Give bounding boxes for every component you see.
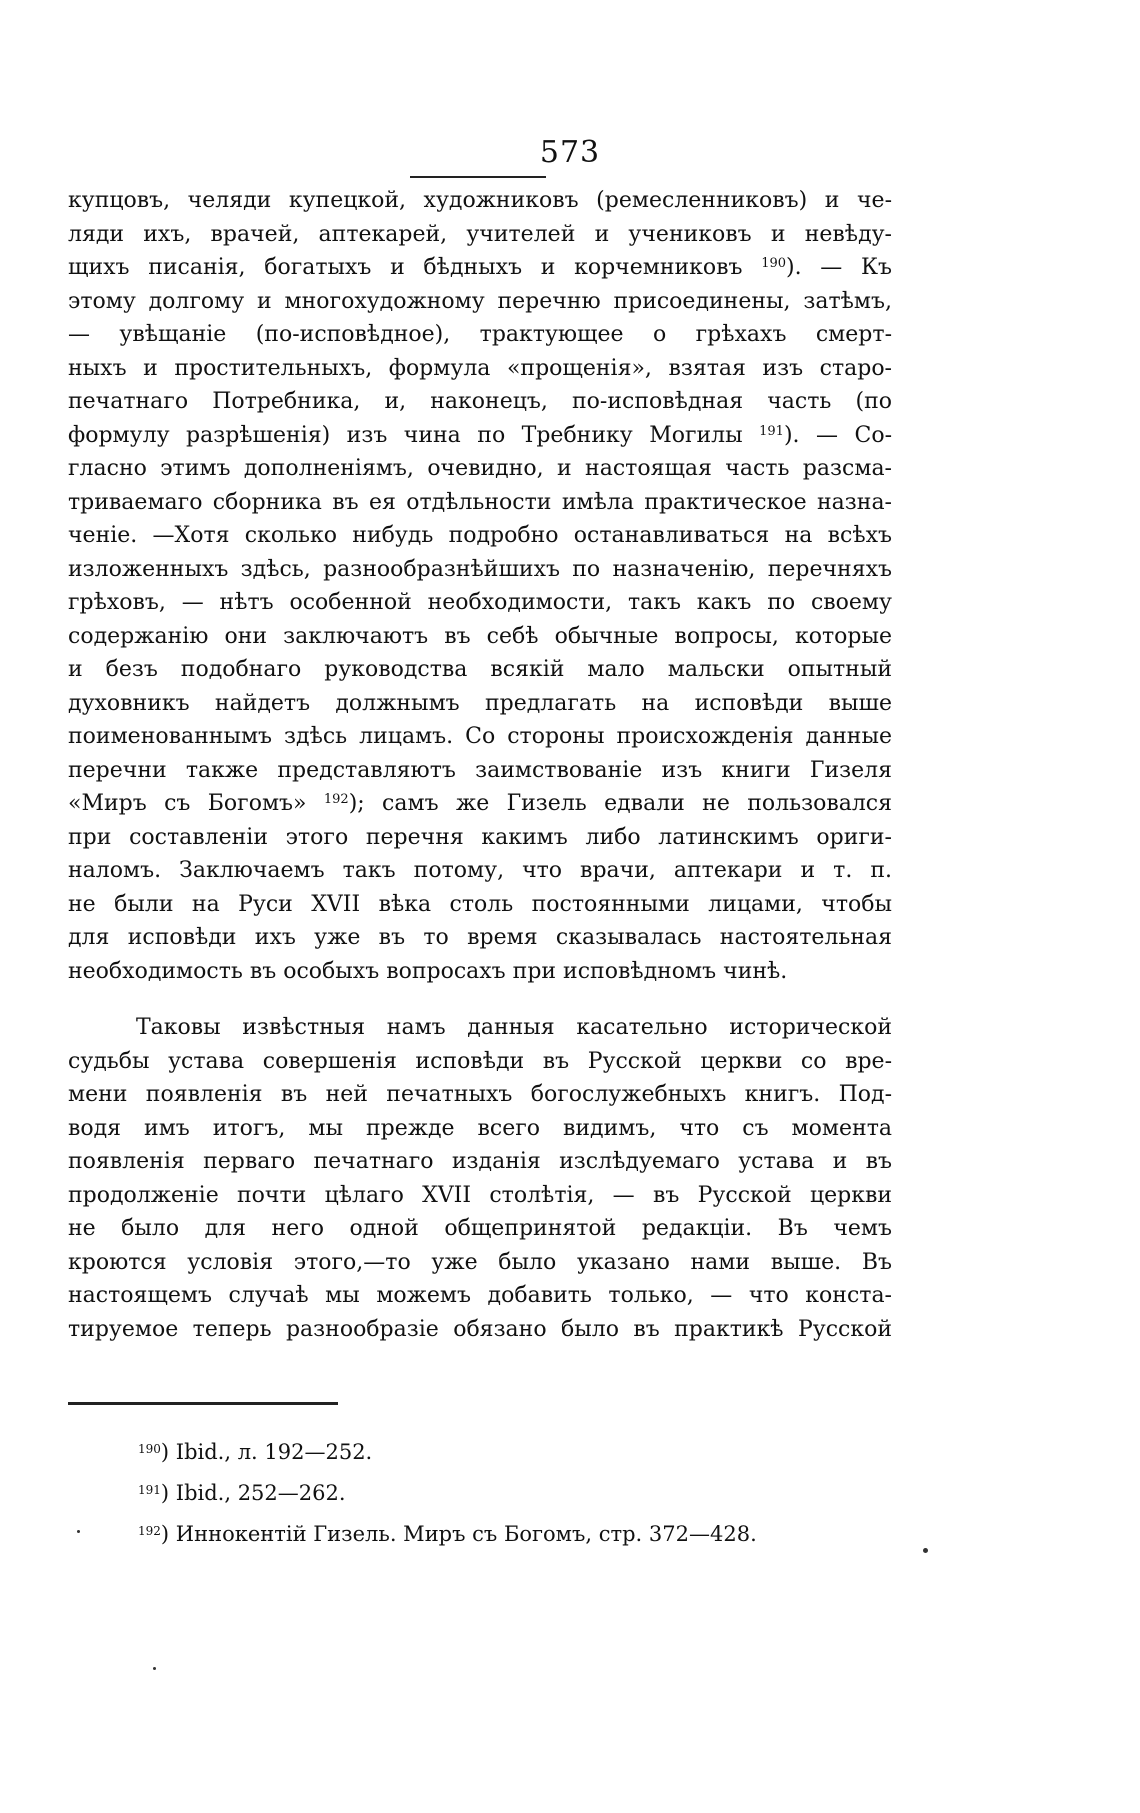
footnote-ref-191: 191 [759,423,784,439]
text-line: необходимость въ особыхъ вопросахъ при исповѣдномъ чинѣ. [68,958,788,984]
text-line: водя имъ итогъ, мы прежде всего видимъ, что съ момента [68,1115,892,1141]
text-line: поименованнымъ здѣсь лицамъ. Со стороны происхожденія данные [68,724,892,749]
text-line: ляди ихъ, врачей, аптекарей, учителей и учениковъ и невѣду- [68,221,892,247]
text-line: щихъ писанія, богатыхъ и бѣдныхъ и корчемниковъ $^{190}$). — Къ [68,255,892,280]
footnote-number: 192 [138,1524,161,1538]
text-line: появленія перваго печатнаго изданія изслѣдуемаго устава и въ [68,1149,892,1174]
text-line: «Миръ съ Богомъ» $^{192}$); самъ же Гизель едвали не пользовался [68,791,892,816]
text-line: при составленіи этого перечня какимъ либо латинскимъ ориги- [68,824,892,850]
text-line: не было для него одной общепринятой редакціи. Въ чемъ [68,1216,892,1241]
header-rule [410,176,546,178]
scan-speck [153,1667,156,1670]
text-line: ныхъ и простительныхъ, формула «прощенія», взятая изъ старо- [68,355,892,381]
text-line: гласно этимъ дополненіямъ, очевидно, и настоящая часть разсма- [68,456,892,481]
text-line: грѣховъ, — нѣтъ особенной необходимости, такъ какъ по своему [68,590,892,615]
footnote-rule [68,1402,338,1405]
footnotes [138,1432,898,1555]
text-line: — увѣщаніе (по-исповѣдное), трактующее о грѣхахъ смерт- [68,322,892,347]
footnote-number: 190 [138,1442,161,1456]
page-number: 573 [539,135,601,170]
text-line: купцовъ, челяди купецкой, художниковъ (ремесленниковъ) и че- [68,188,892,213]
paragraph-1 [68,184,892,988]
text-line: перечни также представляютъ заимствованіе изъ книги Гизеля [68,757,892,783]
text-line: тируемое теперь разнообразіе обязано было въ практикѣ Русской [68,1316,892,1342]
footnote-ref-192: 192 [323,792,349,807]
footnote-190: $^{190}$) Ibid., л. 192—252. [138,1440,373,1464]
text-line: печатнаго Потребника, и, наконецъ, по-исповѣдная часть (по [68,389,892,414]
footnote-number: 191 [138,1483,161,1497]
text-line: кроются условія этого,—то уже было указано нами выше. Въ [68,1249,892,1275]
text-line: содержанію они заключаютъ въ себѣ обычные вопросы, которые [68,623,892,649]
text-line: продолженіе почти цѣлаго XVII столѣтія, — въ Русской церкви [68,1182,892,1208]
text-line: духовникъ найдетъ должнымъ предлагать на исповѣди выше [68,690,892,716]
scan-speck [77,1530,80,1533]
text-line: Таковы извѣстныя намъ данныя касательно исторической [136,1015,892,1040]
text-line: этому долгому и многохудожному перечню присоединены, затѣмъ, [68,288,892,314]
text-line: триваемаго сборника въ ея отдѣльности имѣла практическое назна- [68,489,892,515]
text-line: мени появленія въ ней печатныхъ богослужебныхъ книгъ. Под- [68,1082,892,1107]
text-line: не были на Руси XVII вѣка столь постоянными лицами, чтобы [68,891,892,917]
text-line: наломъ. Заключаемъ такъ потому, что врачи, аптекари и т. п. [68,858,892,883]
text-line: и безъ подобнаго руководства всякій мало мальски опытный [68,657,892,682]
text-line: изложенныхъ здѣсь, разнообразнѣйшихъ по назначенію, перечняхъ [68,556,892,582]
footnote-191: $^{191}$) Ibid., 252—262. [138,1481,346,1505]
text-line: ченіе. —Хотя сколько нибудь подробно останавливаться на всѣхъ [68,523,892,548]
text-line: для исповѣди ихъ уже въ то время сказывалась настоятельная [68,925,892,950]
paragraph-2 [68,1011,892,1346]
text-line: судьбы устава совершенія исповѣди въ Русской церкви со вре- [68,1048,892,1074]
footnote-ref-190: 190 [761,256,787,271]
text-line: настоящемъ случаѣ мы можемъ добавить только, — что конста- [68,1283,892,1308]
footnote-192: $^{192}$) Иннокентій Гизель. Миръ съ Богомъ, стр. 372—428. [138,1522,757,1546]
text-line: формулу разрѣшенія) изъ чина по Требнику Могилы $^{191}$). — Со- [68,422,892,448]
scan-speck [923,1548,928,1553]
